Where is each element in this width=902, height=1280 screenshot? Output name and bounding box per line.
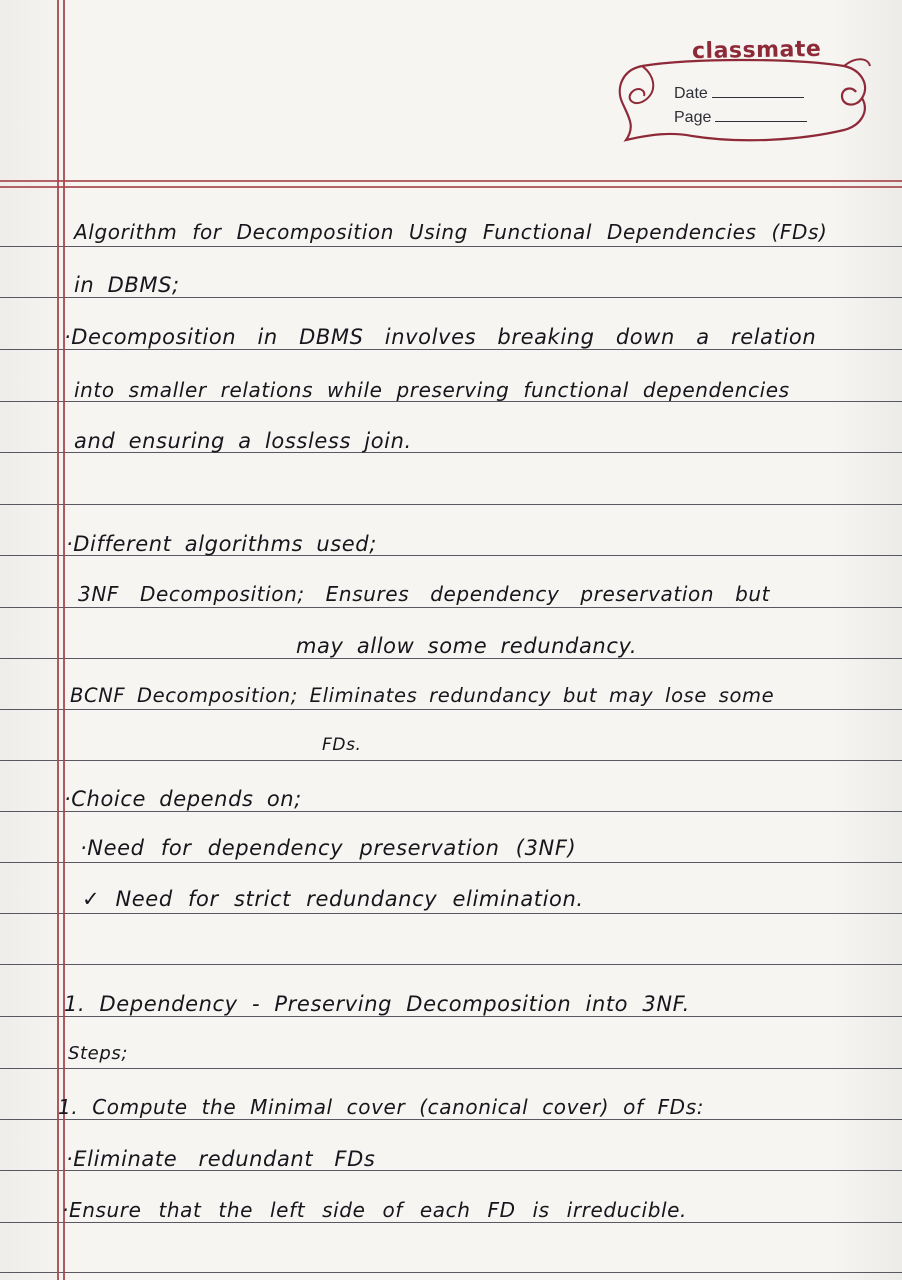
note-line: Steps; [68,1043,129,1064]
page-blank [715,121,807,122]
page-label: Page [674,109,712,126]
note-line: ·Different algorithms used; [66,532,377,556]
note-line: ·Decomposition in DBMS involves breaking down a relation [64,325,817,349]
note-line: 3NF Decomposition; Ensures dependency preservation but [78,582,771,606]
note-line: BCNF Decomposition; Eliminates redundancy but may lose some [70,684,775,707]
ruled-line [0,349,902,350]
note-line: ·Need for dependency preservation (3NF) [80,836,577,860]
note-line: ✓ Need for strict redundancy elimination. [82,887,584,911]
ruled-line [0,709,902,710]
ruled-line [0,1119,902,1120]
page-field [674,109,807,127]
ruled-line [0,1068,902,1069]
note-line: ·Ensure that the left side of each FD is irreducible. [62,1198,688,1222]
date-blank [712,97,804,98]
ruled-line [0,607,902,608]
brand-name: classmate [691,36,822,65]
ruled-line [0,246,902,247]
note-line: into smaller relations while preserving functional dependencies [74,378,790,402]
ruled-line [0,1222,902,1223]
note-line: 1. Compute the Minimal cover (canonical cover) of FDs: [58,1095,705,1119]
date-field [674,85,804,103]
note-line: FDs. [322,735,362,755]
ruled-line [0,297,902,298]
date-label: Date [674,85,708,102]
margin-line-outer [57,0,59,1280]
note-line: and ensuring a lossless join. [74,429,412,453]
note-line: ·Choice depends on; [64,787,302,811]
ruled-line [0,811,902,812]
note-line: 1. Dependency - Preserving Decomposition into 3NF. [64,992,690,1016]
ruled-line [0,504,902,505]
note-line: may allow some redundancy. [296,634,638,658]
ruled-line [0,1016,902,1017]
ruled-line [0,1272,902,1273]
note-title-cont: in DBMS; [74,273,180,297]
header-rule-bottom [0,186,902,188]
ruled-line [0,760,902,761]
ruled-line [0,964,902,965]
margin-line-inner [63,0,65,1280]
note-line: ·Eliminate redundant FDs [66,1147,376,1171]
ruled-line [0,862,902,863]
note-title: Algorithm for Decomposition Using Functional Dependencies (FDs) [74,220,828,244]
ruled-line [0,913,902,914]
header-rule-top [0,180,902,182]
ruled-line [0,658,902,659]
brand-box [612,36,874,156]
